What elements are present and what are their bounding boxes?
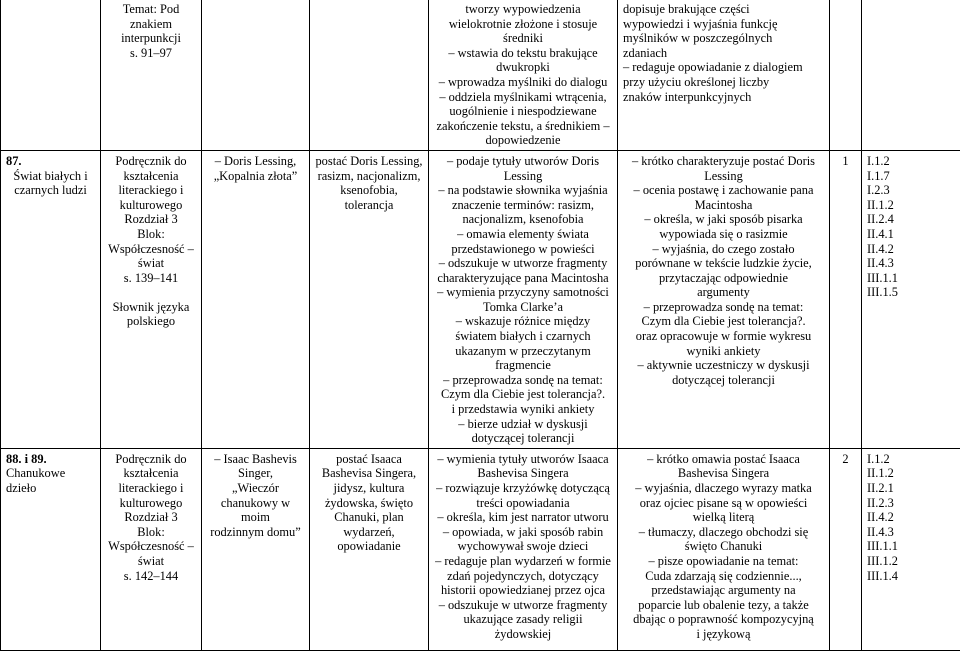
advanced-requirements-cell <box>618 0 830 150</box>
lesson-number: 87. <box>6 154 22 168</box>
text-line: świat <box>106 554 196 569</box>
text-line: myślników w poszczególnych <box>623 31 824 46</box>
text-line: wydarzeń, <box>315 525 423 540</box>
text-line: II.4.3 <box>867 525 956 540</box>
text-line: – ocenia postawę i zachowanie pana <box>623 183 824 198</box>
text-line: przedstawiając argumenty na <box>623 583 824 598</box>
text-line: – pisze opowiadanie na temat: <box>623 554 824 569</box>
text-line: dotyczącej tolerancji <box>434 431 612 446</box>
table-row <box>1 0 960 150</box>
text-line: kulturowego <box>106 496 196 511</box>
text-line: Rozdział 3 <box>106 212 196 227</box>
text-line: święto Chanuki <box>623 539 824 554</box>
text-line: dopowiedzenie <box>434 133 612 148</box>
text-line: – redaguje plan wydarzeń w formie <box>434 554 612 569</box>
text-line: jidysz, kultura <box>315 481 423 496</box>
text-line: – redaguje opowiadanie z dialogiem <box>623 60 824 75</box>
text-line: uogólnienie i niespodziewane <box>434 104 612 119</box>
text-line: Czym dla Ciebie jest tolerancja?. <box>434 387 612 402</box>
text-line: – krótko charakteryzuje postać Doris <box>623 154 824 169</box>
text-line: świat <box>106 256 196 271</box>
text-line: III.1.2 <box>867 554 956 569</box>
text-line: fragmencie <box>434 358 612 373</box>
text-line: kulturowego <box>106 198 196 213</box>
text-line: III.1.5 <box>867 285 956 300</box>
text-line: Chanuki, plan <box>315 510 423 525</box>
text-line: nacjonalizm, ksenofobia <box>434 212 612 227</box>
text-line: wychowywał swoje dzieci <box>434 539 612 554</box>
text-line: Blok: <box>106 525 196 540</box>
text-line: zakończenie tekstu, a średnikiem – <box>434 119 612 134</box>
text-line: Współczesność – <box>106 242 196 257</box>
text-line: – Doris Lessing, <box>207 154 304 169</box>
text-line: wypowiedzi i wyjaśnia funkcję <box>623 17 824 32</box>
text-line: s. 91–97 <box>106 46 196 61</box>
text-line: – przeprowadza sondę na temat: <box>623 300 824 315</box>
text-line: kształcenia <box>106 169 196 184</box>
text-line: zdań pojedynczych, dotyczący <box>434 569 612 584</box>
table-row <box>1 448 960 650</box>
textbook-cell <box>101 150 202 448</box>
text-line: i językową <box>623 627 824 642</box>
text-line: – określa, w jaki sposób pisarka <box>623 212 824 227</box>
text-line: chanukowy w moim <box>207 496 304 525</box>
lesson-title: Chanukowe dzieło <box>6 466 65 495</box>
text-line: rodzinnym domu” <box>207 525 304 540</box>
text-line: – oddziela myślnikami wtrącenia, <box>434 90 612 105</box>
text-line: rasizm, nacjonalizm, <box>315 169 423 184</box>
text-line: dwukropki <box>434 60 612 75</box>
terms-cell <box>310 0 429 150</box>
curriculum-codes-cell <box>862 150 960 448</box>
text-line: – podaje tytuły utworów Doris <box>434 154 612 169</box>
text-line: I.1.7 <box>867 169 956 184</box>
text-line: – odszukuje w utworze fragmenty <box>434 256 612 271</box>
text-line: II.4.1 <box>867 227 956 242</box>
curriculum-codes-cell <box>862 0 960 150</box>
text-line: – wyjaśnia, dlaczego wyrazy matka <box>623 481 824 496</box>
text-line: wypowiada się o rasizmie <box>623 227 824 242</box>
lesson-number-cell <box>1 448 101 650</box>
curriculum-codes-cell <box>862 448 960 650</box>
text-line: I.1.2 <box>867 154 956 169</box>
text-line: Singer, <box>207 466 304 481</box>
text-line: postać Doris Lessing, <box>315 154 423 169</box>
text-line: II.4.3 <box>867 256 956 271</box>
text-line: wielokrotnie złożone i stosuje <box>434 17 612 32</box>
text-line: oraz ojciec pisane są w opowieści <box>623 496 824 511</box>
text-line: opowiadanie <box>315 539 423 554</box>
text-line: literackiego i <box>106 183 196 198</box>
text-line: – opowiada, w jaki sposób rabin <box>434 525 612 540</box>
text-line: ksenofobia, tolerancja <box>315 183 423 212</box>
text-line: I.1.2 <box>867 452 956 467</box>
text-line: tworzy wypowiedzenia <box>434 2 612 17</box>
text-line: Rozdział 3 <box>106 510 196 525</box>
text-line: poparcie lub obalenie tezy, a także <box>623 598 824 613</box>
text-line: III.1.4 <box>867 569 956 584</box>
text-line: dotyczącej tolerancji <box>623 373 824 388</box>
lesson-title: Świat białych i czarnych ludzi <box>6 169 95 198</box>
text-line: – tłumaczy, dlaczego obchodzi się <box>623 525 824 540</box>
text-line: II.2.3 <box>867 496 956 511</box>
text-line: Tomka Clarke’a <box>434 300 612 315</box>
text-line: – aktywnie uczestniczy w dyskusji <box>623 358 824 373</box>
text-line: Lessing <box>434 169 612 184</box>
text-line: Macintosha <box>623 198 824 213</box>
reading-cell <box>202 150 310 448</box>
lesson-number-cell <box>1 150 101 448</box>
text-line: dbając o poprawność kompozycyjną <box>623 612 824 627</box>
text-line: Lessing <box>623 169 824 184</box>
table-row <box>1 150 960 448</box>
basic-requirements-cell <box>429 0 618 150</box>
text-line: dopisuje brakujące części <box>623 2 824 17</box>
text-line <box>106 285 196 300</box>
text-line: II.1.2 <box>867 466 956 481</box>
textbook-cell <box>101 0 202 150</box>
text-line: s. 139–141 <box>106 271 196 286</box>
lesson-number: 88. i 89. <box>6 452 47 466</box>
text-line: literackiego i <box>106 481 196 496</box>
text-line: kształcenia <box>106 466 196 481</box>
text-line: – wskazuje różnice między <box>434 314 612 329</box>
text-line: żydowskiej <box>434 627 612 642</box>
text-line: argumenty <box>623 285 824 300</box>
text-line: polskiego <box>106 314 196 329</box>
advanced-requirements-cell <box>618 448 830 650</box>
text-line: treści opowiadania <box>434 496 612 511</box>
text-line: III.1.1 <box>867 271 956 286</box>
text-line: II.4.2 <box>867 242 956 257</box>
terms-cell <box>310 150 429 448</box>
text-line: s. 142–144 <box>106 569 196 584</box>
text-line: Cuda zdarzają się codziennie..., <box>623 569 824 584</box>
text-line: II.2.4 <box>867 212 956 227</box>
text-line: Blok: <box>106 227 196 242</box>
text-line: – wstawia do tekstu brakujące <box>434 46 612 61</box>
hours-cell: 2 <box>830 448 862 650</box>
text-line: – krótko omawia postać Isaaca <box>623 452 824 467</box>
basic-requirements-cell <box>429 448 618 650</box>
text-line: ukazanym w przeczytanym <box>434 344 612 359</box>
hours-cell: 1 <box>830 150 862 448</box>
text-line: ukazujące zasady religii <box>434 612 612 627</box>
text-line: żydowska, święto <box>315 496 423 511</box>
text-line: – wymienia tytuły utworów Isaaca <box>434 452 612 467</box>
text-line: światem białych i czarnych <box>434 329 612 344</box>
text-line: – bierze udział w dyskusji <box>434 417 612 432</box>
text-line: postać Isaaca <box>315 452 423 467</box>
text-line: Podręcznik do <box>106 452 196 467</box>
text-line: przy użyciu określonej liczby <box>623 75 824 90</box>
text-line: Bashevisa Singera <box>623 466 824 481</box>
text-line: Temat: Pod <box>106 2 196 17</box>
text-line: Współczesność – <box>106 539 196 554</box>
text-line: oraz opracowuje w formie wykresu <box>623 329 824 344</box>
reading-cell <box>202 448 310 650</box>
advanced-requirements-cell <box>618 150 830 448</box>
text-line: – określa, kim jest narrator utworu <box>434 510 612 525</box>
lesson-number-cell <box>1 0 101 150</box>
text-line: I.2.3 <box>867 183 956 198</box>
text-line: porównane w tekście ludzkie życie, <box>623 256 824 271</box>
text-line: historii opowiedzianej przez ojca <box>434 583 612 598</box>
text-line: – wyjaśnia, do czego zostało <box>623 242 824 257</box>
text-line: interpunkcji <box>106 31 196 46</box>
text-line: wielką literą <box>623 510 824 525</box>
text-line: zdaniach <box>623 46 824 61</box>
terms-cell <box>310 448 429 650</box>
text-line: i przedstawia wyniki ankiety <box>434 402 612 417</box>
text-line: – wprowadza myślniki do dialogu <box>434 75 612 90</box>
text-line: – omawia elementy świata <box>434 227 612 242</box>
text-line: Podręcznik do <box>106 154 196 169</box>
text-line: charakteryzujące pana Macintosha <box>434 271 612 286</box>
text-line: – rozwiązuje krzyżówkę dotyczącą <box>434 481 612 496</box>
text-line: Bashevisa Singera, <box>315 466 423 481</box>
text-line: Czym dla Ciebie jest tolerancja?. <box>623 314 824 329</box>
text-line: II.1.2 <box>867 198 956 213</box>
text-line: III.1.1 <box>867 539 956 554</box>
hours-cell <box>830 0 862 150</box>
text-line: przedstawionego w powieści <box>434 242 612 257</box>
text-line: wyniki ankiety <box>623 344 824 359</box>
text-line: – wymienia przyczyny samotności <box>434 285 612 300</box>
text-line: Bashevisa Singera <box>434 466 612 481</box>
text-line: „Kopalnia złota” <box>207 169 304 184</box>
text-line: – na podstawie słownika wyjaśnia <box>434 183 612 198</box>
textbook-cell <box>101 448 202 650</box>
basic-requirements-cell <box>429 150 618 448</box>
text-line: – odszukuje w utworze fragmenty <box>434 598 612 613</box>
text-line: Słownik języka <box>106 300 196 315</box>
text-line: przytaczając odpowiednie <box>623 271 824 286</box>
text-line: znakiem <box>106 17 196 32</box>
text-line: średniki <box>434 31 612 46</box>
text-line: II.2.1 <box>867 481 956 496</box>
text-line: „Wieczór <box>207 481 304 496</box>
text-line: – przeprowadza sondę na temat: <box>434 373 612 388</box>
text-line: znaków interpunkcyjnych <box>623 90 824 105</box>
text-line: znaczenie terminów: rasizm, <box>434 198 612 213</box>
text-line: II.4.2 <box>867 510 956 525</box>
reading-cell <box>202 0 310 150</box>
text-line: – Isaac Bashevis <box>207 452 304 467</box>
